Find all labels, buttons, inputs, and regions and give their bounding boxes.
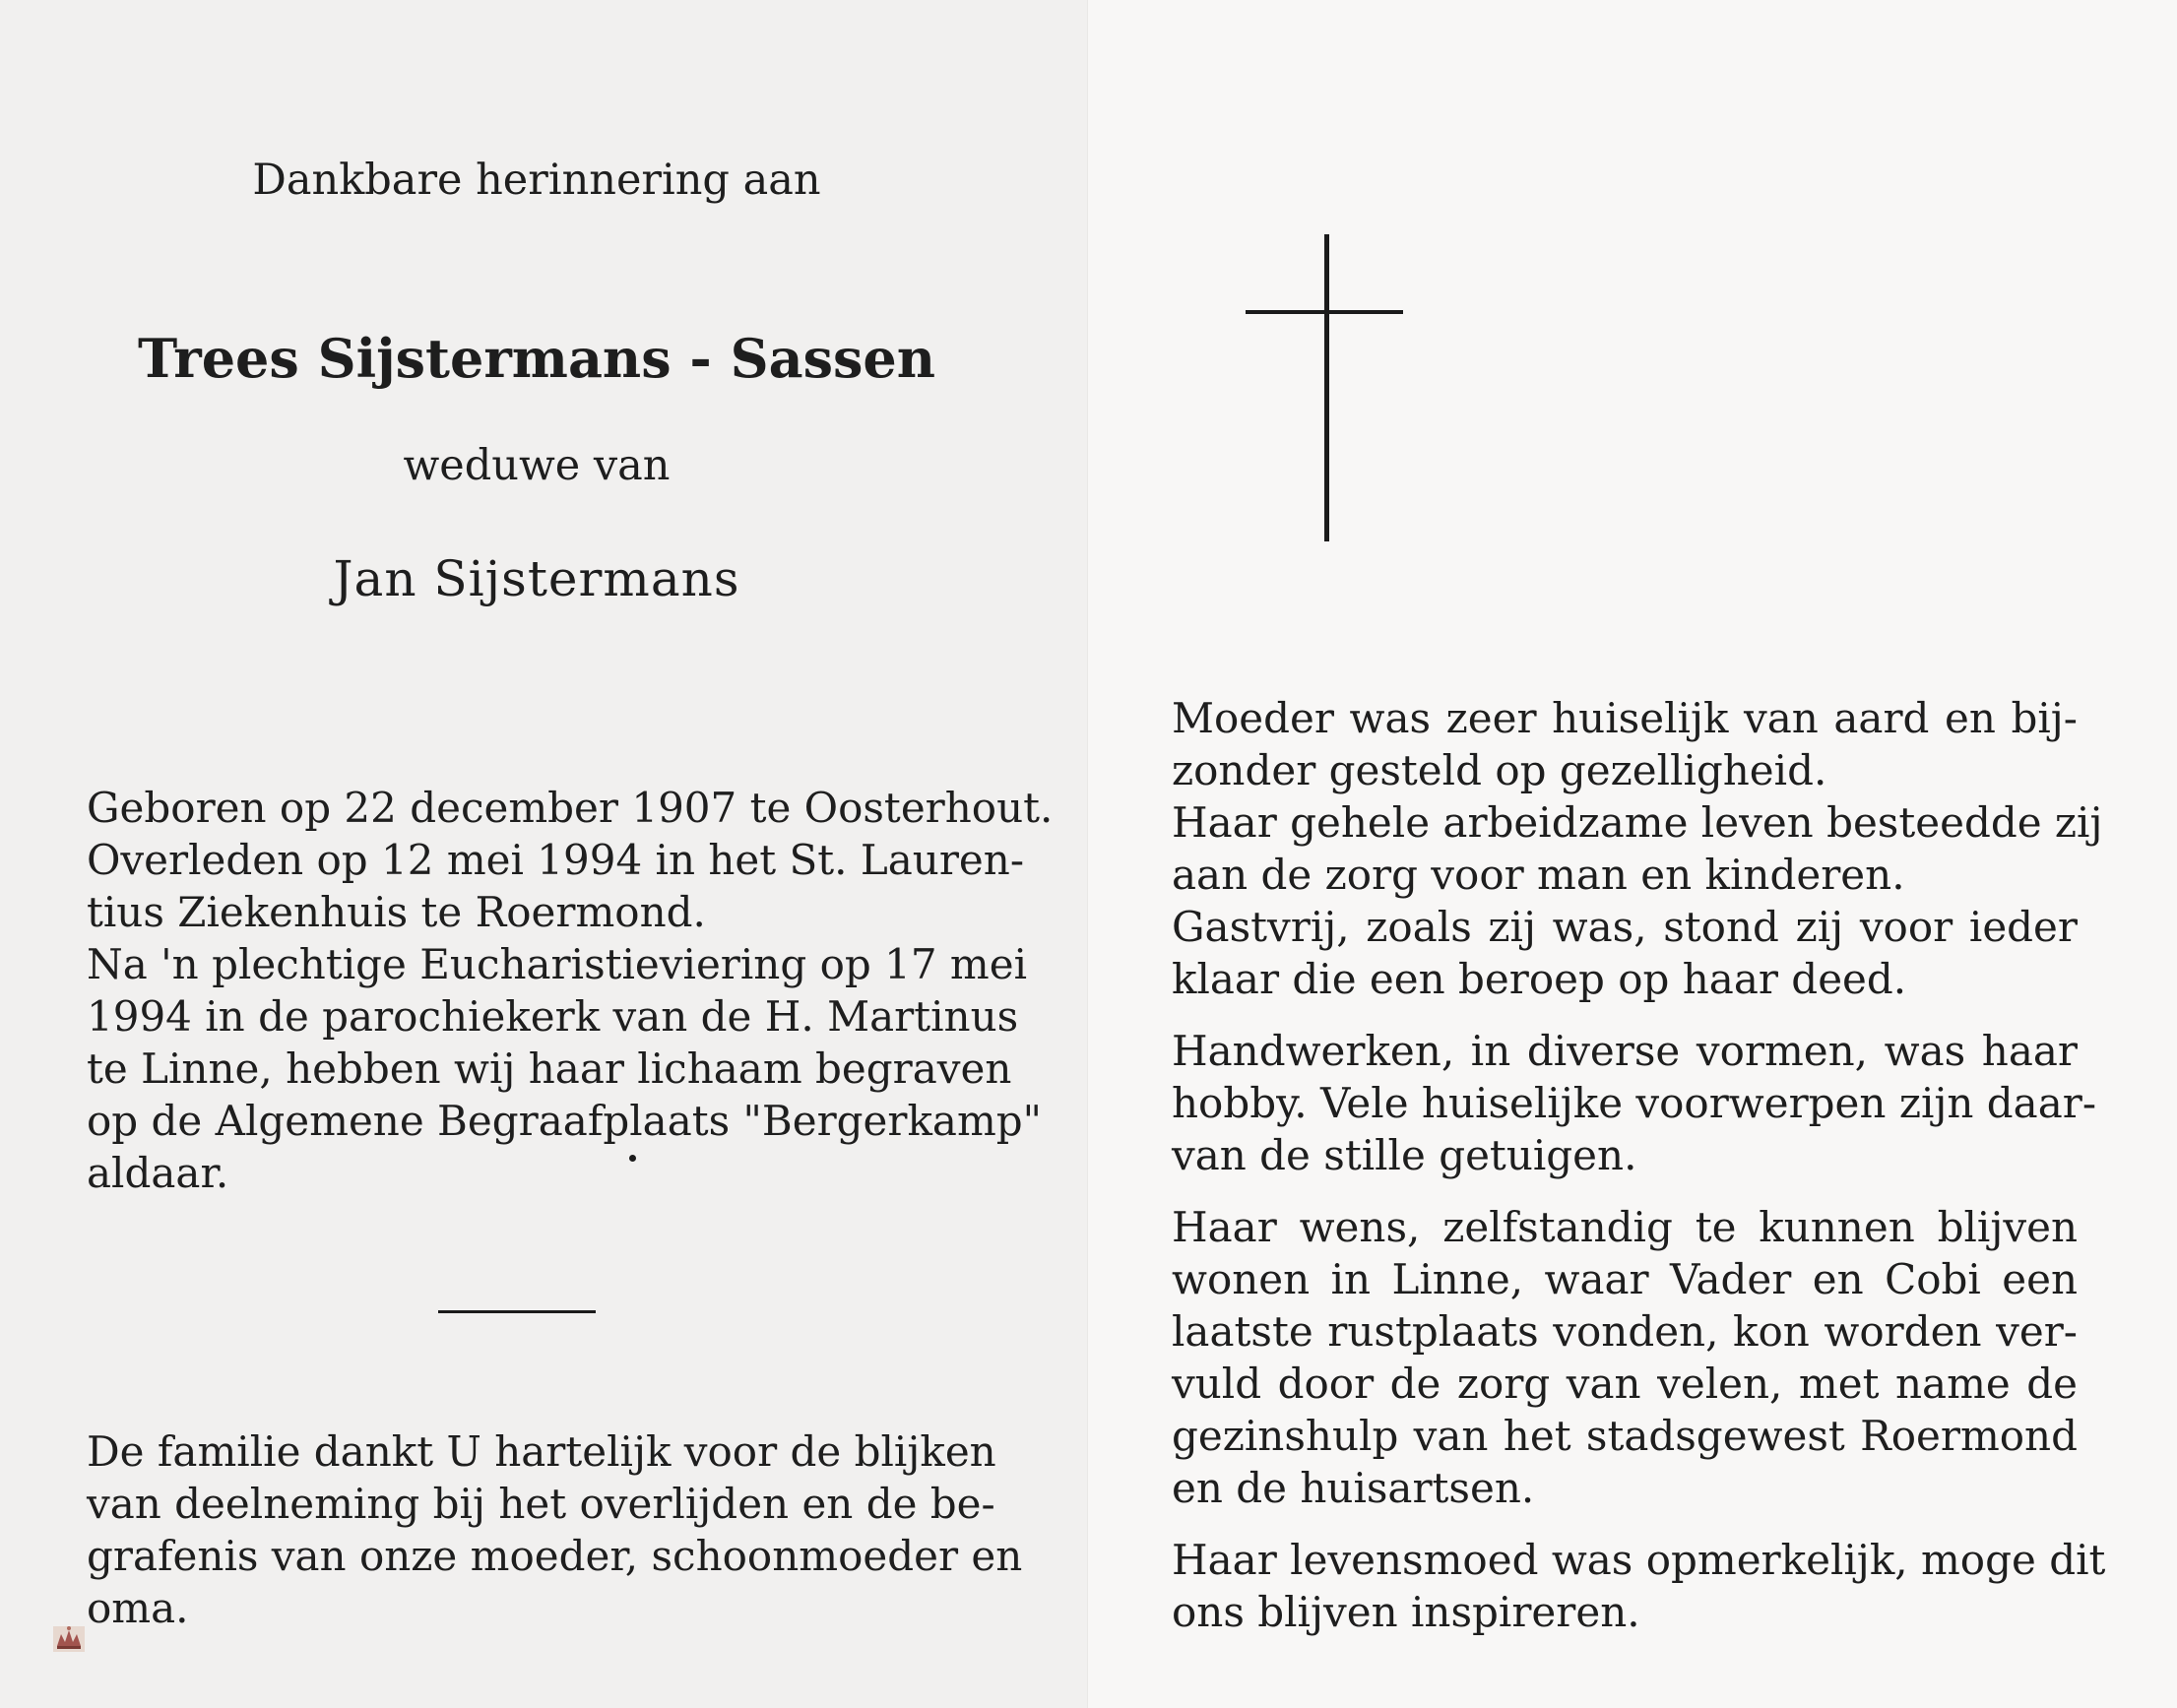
text-line: wonen in Linne, waar Vader en Cobi een <box>1172 1255 2078 1303</box>
deceased-name: Trees Sijstermans - Sassen <box>137 327 936 390</box>
biography-line: aldaar. <box>87 1149 229 1197</box>
heading: Dankbare herinnering aan <box>252 156 821 205</box>
cross-icon <box>1324 234 1329 541</box>
text-line: hobby. Vele huiselijke voorwerpen zijn daar- <box>1172 1079 2097 1127</box>
left-panel <box>0 0 1088 1708</box>
text-line: Haar wens, zelfstandig te kunnen blijven <box>1172 1203 2078 1251</box>
text-line: gezinshulp van het stadsgewest Roermond <box>1172 1412 2078 1460</box>
right-panel <box>1088 0 2177 1708</box>
printer-logo-icon <box>51 1622 87 1654</box>
biography-line: 1994 in de parochiekerk van de H. Martinus <box>87 992 1019 1041</box>
biography-line: te Linne, hebben wij haar lichaam begraven <box>87 1044 1012 1093</box>
text-line: Handwerken, in diverse vormen, was haar <box>1172 1027 2078 1075</box>
text-line: laatste rustplaats vonden, kon worden ver- <box>1172 1307 2078 1356</box>
thanks-line: De familie dankt U hartelijk voor de blijken <box>87 1427 996 1476</box>
biography-line: tius Ziekenhuis te Roermond. <box>87 888 706 936</box>
relation-label: weduwe van <box>403 441 671 490</box>
text-line: ons blijven inspireren. <box>1172 1588 1640 1636</box>
spouse-name: Jan Sijstermans <box>333 550 740 607</box>
biography-line: op de Algemene Begraafplaats "Bergerkamp" <box>87 1097 1042 1145</box>
divider-rule <box>438 1310 596 1313</box>
text-line: van de stille getuigen. <box>1172 1131 1637 1179</box>
biography-line: Na 'n plechtige Eucharistieviering op 17 mei <box>87 940 1028 988</box>
biography-line: Geboren op 22 december 1907 te Oosterhout. <box>87 784 1054 832</box>
text-line: klaar die een beroep op haar deed. <box>1172 955 1907 1003</box>
stray-dot <box>629 1155 636 1162</box>
text-line: Haar gehele arbeidzame leven besteedde zij <box>1172 798 2103 847</box>
text-line: Haar levensmoed was opmerkelijk, moge dit <box>1172 1536 2106 1584</box>
text-line: vuld door de zorg van velen, met name de <box>1172 1360 2078 1408</box>
text-line: en de huisartsen. <box>1172 1464 1535 1512</box>
cross-bar <box>1246 310 1403 314</box>
biography-line: Overleden op 12 mei 1994 in het St. Lauren- <box>87 836 1025 884</box>
thanks-line: grafenis van onze moeder, schoonmoeder en <box>87 1532 1023 1580</box>
text-line: Moeder was zeer huiselijk van aard en bij- <box>1172 694 2078 742</box>
thanks-line: oma. <box>87 1584 189 1632</box>
text-line: aan de zorg voor man en kinderen. <box>1172 851 1905 899</box>
text-line: Gastvrij, zoals zij was, stond zij voor ieder <box>1172 903 2078 951</box>
thanks-line: van deelneming bij het overlijden en de be- <box>87 1480 995 1528</box>
text-line: zonder gesteld op gezelligheid. <box>1172 746 1827 794</box>
